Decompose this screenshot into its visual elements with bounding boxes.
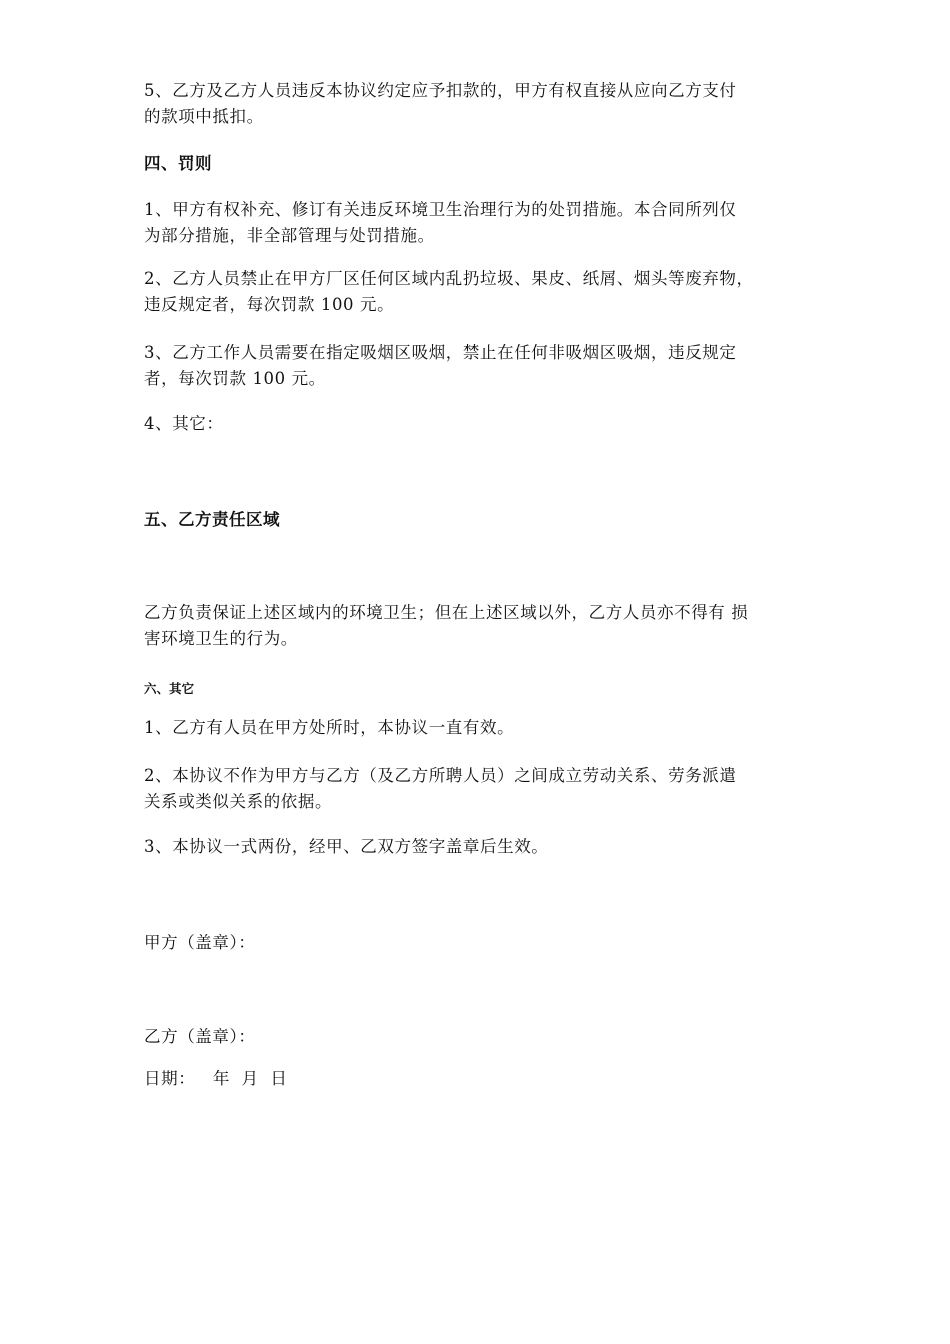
text-line: 1、甲方有权补充、修订有关违反环境卫生治理行为的处罚措施。本合同所列仅 bbox=[144, 200, 737, 219]
text-line: 3、乙方工作人员需要在指定吸烟区吸烟，禁止在任何非吸烟区吸烟，违反规定 bbox=[144, 343, 737, 362]
text-line: 5、乙方及乙方人员违反本协议约定应予扣款的，甲方有权直接从应向乙方支付 bbox=[144, 81, 737, 100]
text-line: 2、乙方人员禁止在甲方厂区任何区域内乱扔垃圾、果皮、纸屑、烟头等废弃物， bbox=[144, 269, 754, 288]
text-line: 的款项中抵扣。 bbox=[144, 107, 264, 126]
party-b-signature-label: 乙方（盖章）： bbox=[144, 1027, 256, 1046]
section5-heading: 五、乙方责任区域 bbox=[144, 510, 280, 529]
section6-item2 bbox=[144, 763, 834, 815]
section4-item2 bbox=[144, 266, 834, 318]
text-line: 害环境卫生的行为。 bbox=[144, 629, 298, 648]
date-label: 日期： 年 月 日 bbox=[144, 1069, 288, 1088]
party-a-signature-label: 甲方（盖章）： bbox=[144, 933, 256, 952]
section6-item3: 3、本协议一式两份，经甲、乙双方签字盖章后生效。 bbox=[144, 837, 549, 856]
section4-item4: 4、其它： bbox=[144, 414, 224, 433]
text-line: 为部分措施，非全部管理与处罚措施。 bbox=[144, 226, 435, 245]
text-line: 2、本协议不作为甲方与乙方（及乙方所聘人员）之间成立劳动关系、劳务派遣 bbox=[144, 766, 737, 785]
section6-heading: 六、其它 bbox=[144, 681, 195, 696]
section3-item5 bbox=[144, 78, 834, 130]
text-line: 者，每次罚款 100 元。 bbox=[144, 369, 326, 388]
section4-item1 bbox=[144, 197, 834, 249]
text-line: 关系或类似关系的依据。 bbox=[144, 792, 333, 811]
section4-heading: 四、罚则 bbox=[144, 154, 212, 173]
text-line: 违反规定者，每次罚款 100 元。 bbox=[144, 295, 395, 314]
section4-item3 bbox=[144, 340, 834, 392]
text-line: 乙方负责保证上述区域内的环境卫生；但在上述区域以外，乙方人员亦不得有 损 bbox=[144, 603, 749, 622]
section6-item1: 1、乙方有人员在甲方处所时，本协议一直有效。 bbox=[144, 718, 515, 737]
section5-body bbox=[144, 600, 834, 652]
